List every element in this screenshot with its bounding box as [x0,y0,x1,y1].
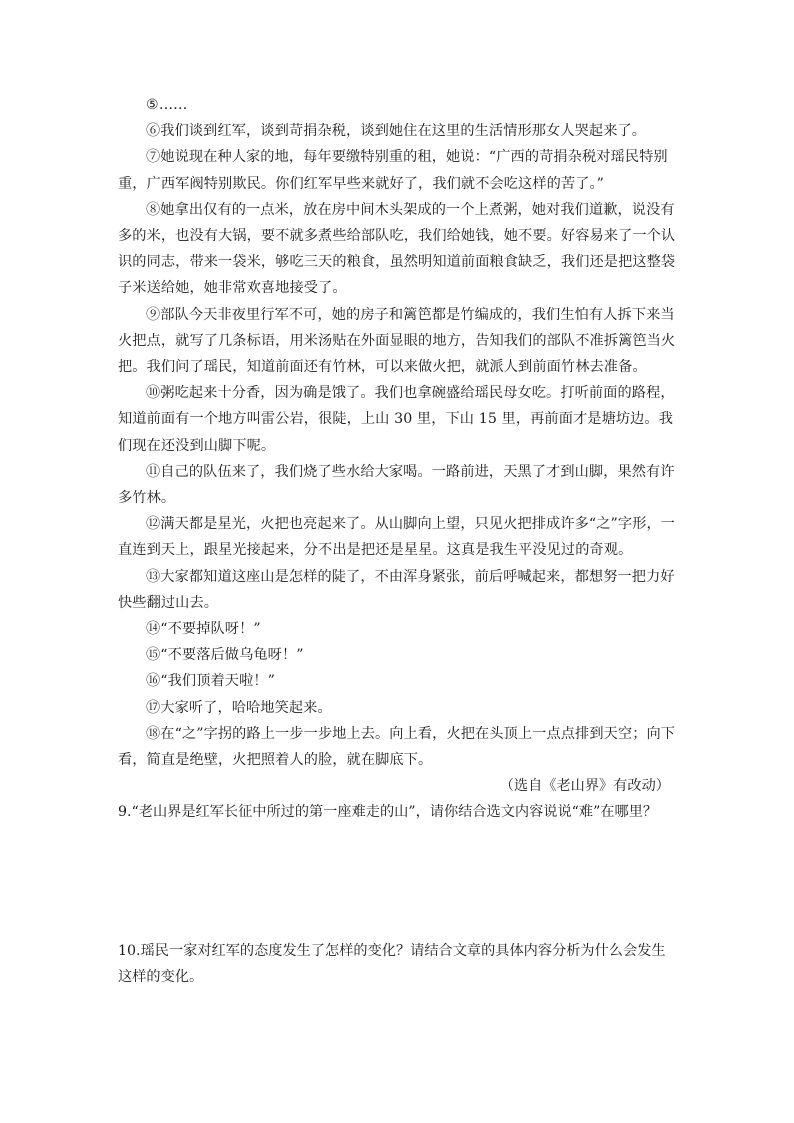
paragraph-13: ⑬大家都知道这座山是怎样的陡了，不由浑身紧张，前后呼喊起来，都想努一把力好快些翻过山去。 [118,568,675,611]
answer-space-9[interactable] [118,826,678,938]
paragraph-12: ⑫满天都是星光，火把也亮起来了。从山脚向上望，只见火把排成许多“之”字形，一直连到天上，跟星光接起来，分不出是把还是星星。这真是我生平没见过的奇观。 [118,516,676,559]
paragraph-18: ⑱在“之”字拐的路上一步一步地上去。向上看，火把在头顶上一点点排到天空；向下看，简直是绝壁，火把照着人的脸，就在脚底下。 [118,725,676,769]
paragraph-6: ⑥我们谈到红军，谈到苛捐杂税，谈到她住在这里的生活情形那女人哭起来了。 [146,123,647,140]
paragraph-10: ⑩粥吃起来十分香，因为确是饿了。我们也拿碗盛给瑶民母女吃。打听前面的路程，知道前面有一个地方叫雷公岩，很陡，上山 30 里，下山 15 里，再前面才是塘坊边。我们现在还没到山脚下呢。 [118,385,675,454]
document-content [118,92,678,990]
paragraph-8: ⑧她拿出仅有的一点米，放在房中间木头架成的一个上煮粥，她对我们道歉，说没有多的米，也没有大锅，要不就多煮些给部队吃，我们给她钱，她不要。好容易来了一个认识的同志，带来一袋米，够吃三天的粮食，虽然明知道前面粮食缺乏，我们还是把这整袋子米送给她，她非常欢喜地接受了。 [118,201,676,297]
paragraph-14: ⑭“不要掉队呀！” [146,621,261,638]
paragraph-15: ⑮“不要落后做乌龟呀！” [146,647,304,664]
paragraph-11: ⑪自己的队伍来了，我们烧了些水给大家喝。一路前进，天黑了才到山脚，果然有许多竹林。 [118,463,675,507]
paragraph-16: ⑯“我们顶着天啦！” [146,673,276,690]
paragraph-17: ⑰大家听了，哈哈地笑起来。 [146,699,332,716]
question-9: 9.“老山界是红军长征中所过的第一座难走的山”，请你结合选文内容说说“难”在哪里？ [118,804,658,821]
paragraph-5: ⑤…… [146,97,188,113]
source-citation: （选自《老山界》有改动） [499,778,670,795]
paragraph-9: ⑨部队今天非夜里行军不可，她的房子和篱笆都是竹编成的，我们生怕有人拆下来当火把点，就写了几条标语，用米汤贴在外面显眼的地方，告知我们的部队不准拆篱笆当火把。我们问了瑶民，知道前面还有竹林，可以来做火把，就派人到前面竹林去准备。 [118,306,676,376]
paragraph-7: ⑦她说现在种人家的地，每年要缴特别重的租，她说：“广西的苛捐杂税对瑶民特别重，广西军阀特别欺民。你们红军早些来就好了，我们就不会吃这样的苦了。” [118,149,668,192]
question-10: 10.瑶民一家对红军的态度发生了怎样的变化？请结合文章的具体内容分析为什么会发生这样的变化。 [118,942,666,985]
